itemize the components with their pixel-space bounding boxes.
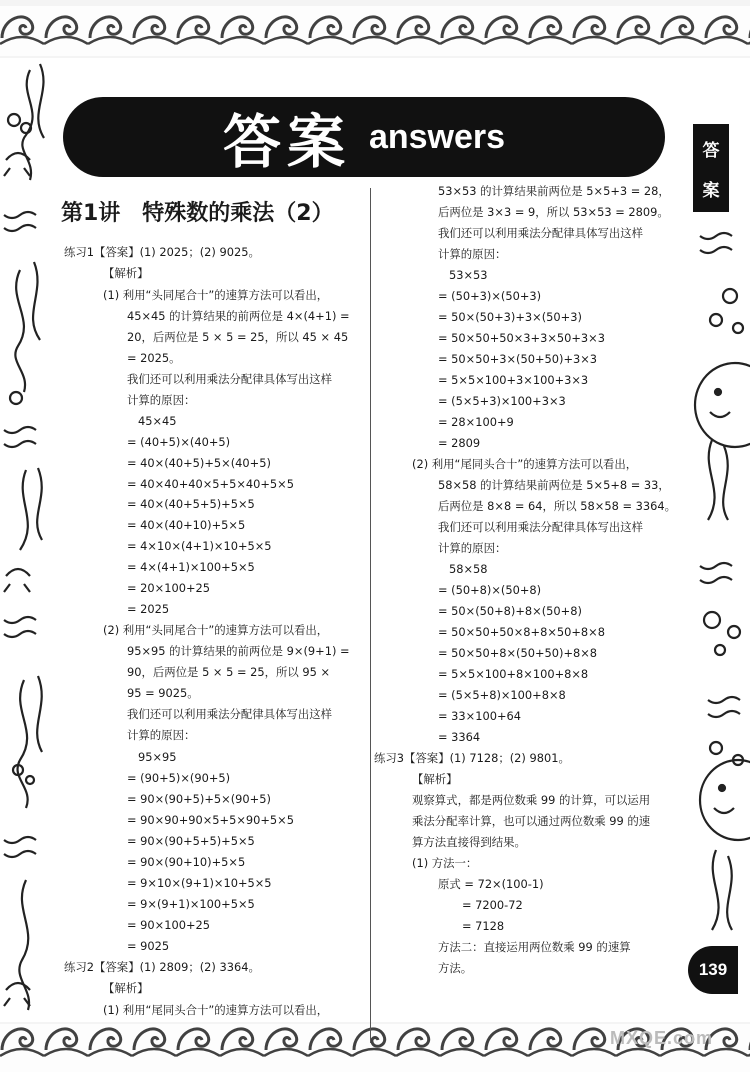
equation-line: = 40×40+40×5+5×40+5×5 bbox=[127, 477, 294, 491]
text-line: 方法。 bbox=[438, 961, 473, 975]
exercise-1-answer: 练习1【答案】(1) 2025；(2) 9025。 bbox=[64, 245, 260, 259]
equation-line: = 50×50+3×(50+50)+3×3 bbox=[438, 352, 598, 366]
equation-line: = 5×5×100+8×100+8×8 bbox=[438, 667, 589, 681]
text-line: 45×45 的计算结果的前两位是 4×(4+1) = bbox=[127, 309, 350, 323]
side-tab-char: 答 bbox=[702, 140, 720, 161]
equation-line: = 2809 bbox=[438, 436, 481, 450]
equation-line: = 33×100+64 bbox=[438, 709, 521, 723]
text-line: 58×58 的计算结果前两位是 5×5+8 = 33， bbox=[438, 478, 670, 492]
text-line: 53×53 的计算结果前两位是 5×5+3 = 28， bbox=[438, 184, 670, 198]
text-line: 90，后两位是 5 × 5 = 25，所以 95 × bbox=[127, 665, 331, 679]
equation-line: = 2025 bbox=[127, 602, 170, 616]
column-divider bbox=[370, 188, 371, 1043]
text-line: 方法二：直接运用两位数乘 99 的速算 bbox=[438, 940, 631, 954]
equation-line: = 3364 bbox=[438, 730, 481, 744]
equation-line: = 90×(90+5)+5×(90+5) bbox=[127, 792, 271, 806]
equation-line: 58×58 bbox=[449, 562, 488, 576]
equation-line: = 40×(40+5)+5×(40+5) bbox=[127, 456, 271, 470]
equation-line: = 7128 bbox=[462, 919, 505, 933]
text-line: 计算的原因： bbox=[438, 541, 507, 555]
watermark: MXQE.com bbox=[610, 1028, 714, 1048]
equation-line: 53×53 bbox=[449, 268, 488, 282]
text-line: 95×95 的计算结果的前两位是 9×(9+1) = bbox=[127, 644, 350, 658]
equation-line: = 9×(9+1)×100+5×5 bbox=[127, 897, 255, 911]
text-line: 后两位是 8×8 = 64，所以 58×58 = 3364。 bbox=[438, 499, 676, 513]
analysis-label: 【解析】 bbox=[412, 772, 458, 786]
equation-line: = 90×(90+5+5)+5×5 bbox=[127, 834, 255, 848]
equation-line: = 50×50+8×(50+50)+8×8 bbox=[438, 646, 598, 660]
text-line: (1) 方法一： bbox=[412, 856, 478, 870]
text-line: 观察算式，都是两位数乘 99 的计算，可以运用 bbox=[412, 793, 651, 807]
text-line: 计算的原因： bbox=[438, 247, 507, 261]
text-line: 20，后两位是 5 × 5 = 25，所以 45 × 45 bbox=[127, 330, 349, 344]
equation-line: = 90×100+25 bbox=[127, 918, 210, 932]
equation-line: = (40+5)×(40+5) bbox=[127, 435, 231, 449]
exercise-2-answer: 练习2【答案】(1) 2809；(2) 3364。 bbox=[64, 960, 260, 974]
equation-line: = 50×(50+8)+8×(50+8) bbox=[438, 604, 582, 618]
equation-line: 45×45 bbox=[138, 414, 177, 428]
equation-line: = (5×5+3)×100+3×3 bbox=[438, 394, 566, 408]
text-line: (1) 利用“头同尾合十”的速算方法可以看出， bbox=[103, 288, 329, 302]
text-line: 计算的原因： bbox=[127, 728, 196, 742]
equation-line: = 40×(40+5+5)+5×5 bbox=[127, 497, 255, 511]
equation-line: = 50×50+50×8+8×50+8×8 bbox=[438, 625, 605, 639]
equation-line: = 20×100+25 bbox=[127, 581, 210, 595]
side-tab-char: 案 bbox=[702, 180, 720, 201]
text-line: (2) 利用“头同尾合十”的速算方法可以看出， bbox=[103, 623, 329, 637]
equation-line: = (90+5)×(90+5) bbox=[127, 771, 231, 785]
text-line: 95 = 9025。 bbox=[127, 686, 199, 700]
equation-line: = 4×(4+1)×100+5×5 bbox=[127, 560, 255, 574]
lesson-title: 第1讲 特殊数的乘法（2） bbox=[61, 201, 334, 226]
banner-title-cn: 答案 bbox=[222, 108, 351, 176]
side-tab bbox=[693, 124, 729, 212]
equation-line: = 40×(40+10)+5×5 bbox=[127, 518, 246, 532]
equation-line: = 50×(50+3)+3×(50+3) bbox=[438, 310, 582, 324]
equation-line: = 90×90+90×5+5×90+5×5 bbox=[127, 813, 294, 827]
equation-line: = 28×100+9 bbox=[438, 415, 514, 429]
analysis-label: 【解析】 bbox=[103, 266, 149, 280]
equation-line: = (50+8)×(50+8) bbox=[438, 583, 542, 597]
equation-line: = (5×5+8)×100+8×8 bbox=[438, 688, 566, 702]
text-line: = 2025。 bbox=[127, 351, 181, 365]
text-line: 我们还可以利用乘法分配律具体写出这样 bbox=[438, 226, 644, 240]
equation-line: = 9025 bbox=[127, 939, 170, 953]
text-line: 算方法直接得到结果。 bbox=[412, 835, 526, 849]
text-line: 乘法分配率计算，也可以通过两位数乘 99 的速 bbox=[412, 814, 651, 828]
banner-title-en: answers bbox=[368, 117, 506, 156]
text-line: (2) 利用“尾同头合十”的速算方法可以看出， bbox=[412, 457, 638, 471]
text-line: 后两位是 3×3 = 9，所以 53×53 = 2809。 bbox=[438, 205, 669, 219]
equation-line: = 5×5×100+3×100+3×3 bbox=[438, 373, 589, 387]
analysis-label: 【解析】 bbox=[103, 981, 149, 995]
text-line: 我们还可以利用乘法分配律具体写出这样 bbox=[127, 372, 333, 386]
answers-banner bbox=[63, 97, 665, 177]
equation-line: = 90×(90+10)+5×5 bbox=[127, 855, 246, 869]
equation-line: = (50+3)×(50+3) bbox=[438, 289, 542, 303]
equation-line: 原式 = 72×(100-1) bbox=[438, 877, 544, 891]
text-line: (1) 利用“尾同头合十”的速算方法可以看出， bbox=[103, 1003, 329, 1017]
equation-line: = 4×10×(4+1)×10+5×5 bbox=[127, 539, 272, 553]
equation-line: = 7200-72 bbox=[462, 898, 523, 912]
text-line: 计算的原因： bbox=[127, 393, 196, 407]
text-line: 我们还可以利用乘法分配律具体写出这样 bbox=[127, 707, 333, 721]
equation-line: 95×95 bbox=[138, 750, 177, 764]
equation-line: = 50×50+50×3+3×50+3×3 bbox=[438, 331, 605, 345]
equation-line: = 9×10×(9+1)×10+5×5 bbox=[127, 876, 272, 890]
text-line: 我们还可以利用乘法分配律具体写出这样 bbox=[438, 520, 644, 534]
exercise-3-answer: 练习3【答案】(1) 7128；(2) 9801。 bbox=[374, 751, 570, 765]
page-number: 139 bbox=[688, 946, 738, 994]
